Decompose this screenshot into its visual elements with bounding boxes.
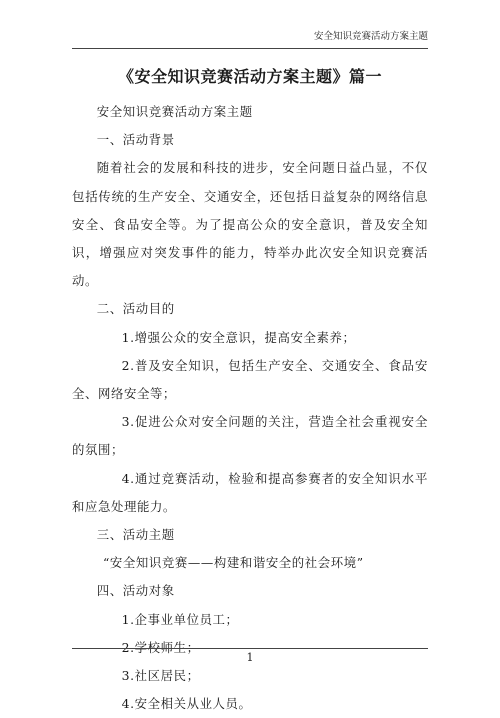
section-heading-background: 一、活动背景 [96,132,175,148]
audience-item-2: 2.学校师生； [121,639,200,655]
section-heading-theme: 三、活动主题 [96,527,175,543]
page-footer [72,648,428,664]
subtitle-paragraph: 安全知识竞赛活动方案主题 [96,104,253,119]
audience-item-1: 1.企事业单位员工； [121,611,239,627]
audience-item-4: 4.安全相关从业人员。 [121,696,252,712]
purpose-item-1: 1.增强公众的安全意识，提高安全素养； [121,329,356,345]
running-title: 安全知识竞赛活动方案主题 [313,31,428,42]
purpose-item-3: 3.促进公众对安全问题的关注，营造全社会重视安全的氛围； [72,414,428,458]
document-title: 《安全知识竞赛活动方案主题》篇一 [117,67,382,86]
background-paragraph: 随着社会的发展和科技的进步，安全问题日益凸显，不仅包括传统的生产安全、交通安全，还包括日益复杂的网络信息安全、食品安全等。为了提高公众的安全意识，普及安全知识，增强应对突发事件的能力，特举办此次安全知识竞赛活动。 [72,160,428,289]
section-heading-audience: 四、活动对象 [96,583,175,599]
purpose-item-4: 4.通过竞赛活动，检验和提高参赛者的安全知识水平和应急处理能力。 [72,470,428,514]
section-heading-purpose: 二、活动目的 [96,301,175,317]
audience-item-3: 3.社区居民； [121,668,200,684]
page-number: 1 [246,651,254,664]
page-header [72,30,428,49]
document-body [72,98,428,718]
purpose-item-2: 2.普及安全知识，包括生产安全、交通安全、食品安全、网络安全等； [72,357,428,402]
theme-paragraph: “安全知识竞赛——构建和谐安全的社会环境” [103,555,364,571]
